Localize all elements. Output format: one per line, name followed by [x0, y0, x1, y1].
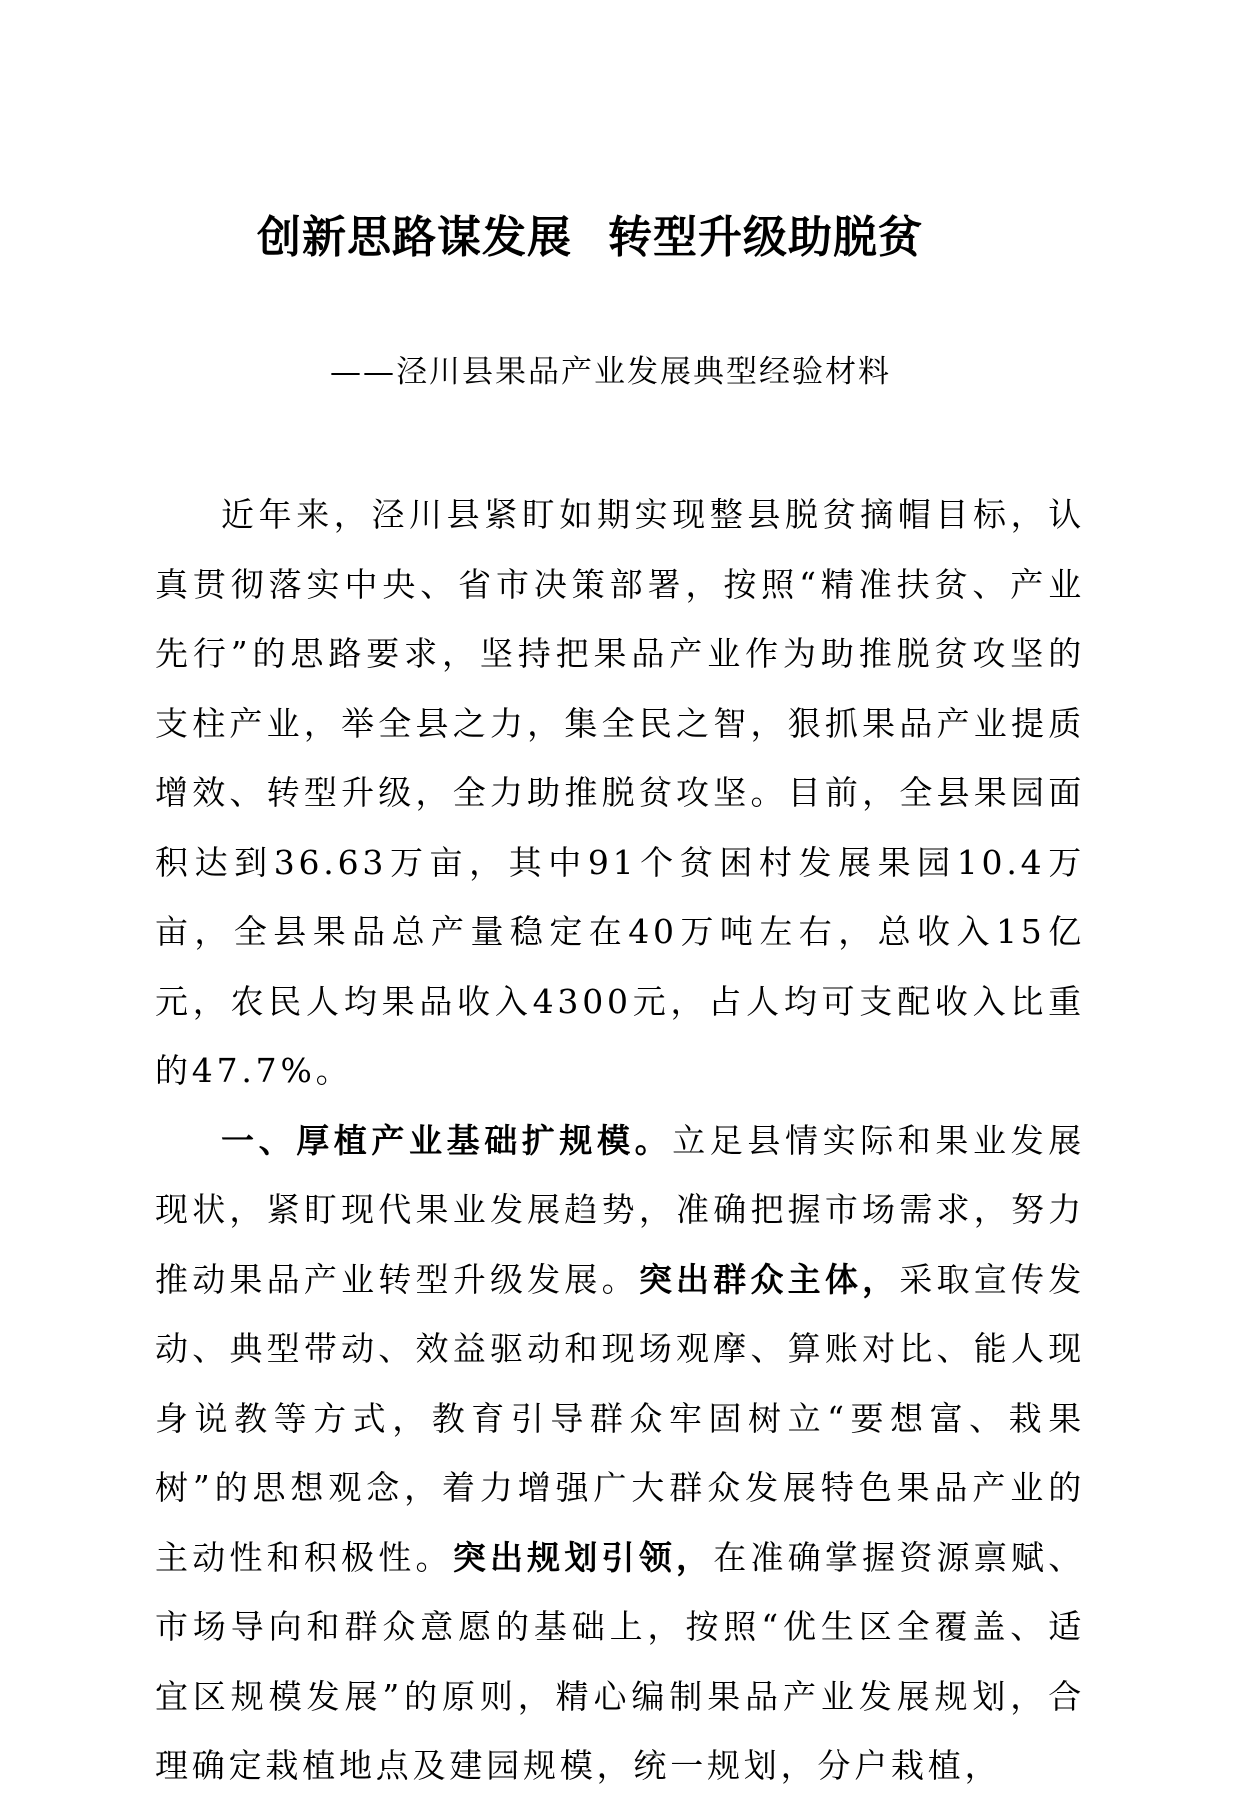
document-body	[155, 480, 1085, 1801]
document-subtitle: ——泾川县果品产业发展典型经验材料	[330, 354, 891, 390]
paragraph-text: 立足县情实际和果业发展现状，紧盯现代果业发展趋势，准确把握市场需求，努力推动果品产业转型升级发展。	[155, 1120, 1085, 1299]
bold-phrase-planning: 突出规划引领，	[452, 1537, 714, 1577]
paragraph-text: 采取宣传发动、典型带动、效益驱动和现场观摩、算账对比、能人现身说教等方式，教育引导群众牢固树立“要想富、栽果树”的思想观念，着力增强广大群众发展特色果品产业的主动性和积极性。	[155, 1259, 1085, 1577]
bold-phrase-mass-subject: 突出群众主体，	[638, 1259, 900, 1299]
title-part-1: 创新思路谋发展	[257, 212, 572, 263]
paragraph-text: 在准确掌握资源禀赋、市场导向和群众意愿的基础上，按照“优生区全覆盖、适宜区规模发展”的原则，精心编制果品产业发展规划，合理确定栽植地点及建园规模，统一规划，分户栽植，	[155, 1537, 1085, 1785]
paragraph-intro: 近年来，泾川县紧盯如期实现整县脱贫摘帽目标，认真贯彻落实中央、省市决策部署，按照“精准扶贫、产业先行”的思路要求，坚持把果品产业作为助推脱贫攻坚的支柱产业，举全县之力，集全民之智，狠抓果品产业提质增效、转型升级，全力助推脱贫攻坚。目前，全县果园面积达到36.63万亩，其中91个贫困村发展果园10.4万亩，全县果品总产量稳定在40万吨左右，总收入15亿元，农民人均果品收入4300元，占人均可支配收入比重的47.7%。	[155, 495, 1085, 1090]
title-part-2: 转型升级助脱贫	[608, 212, 923, 263]
document-title	[0, 208, 1180, 268]
paragraph-section-1	[155, 1106, 1085, 1801]
section-heading: 一、厚植产业基础扩规模。	[221, 1120, 673, 1160]
